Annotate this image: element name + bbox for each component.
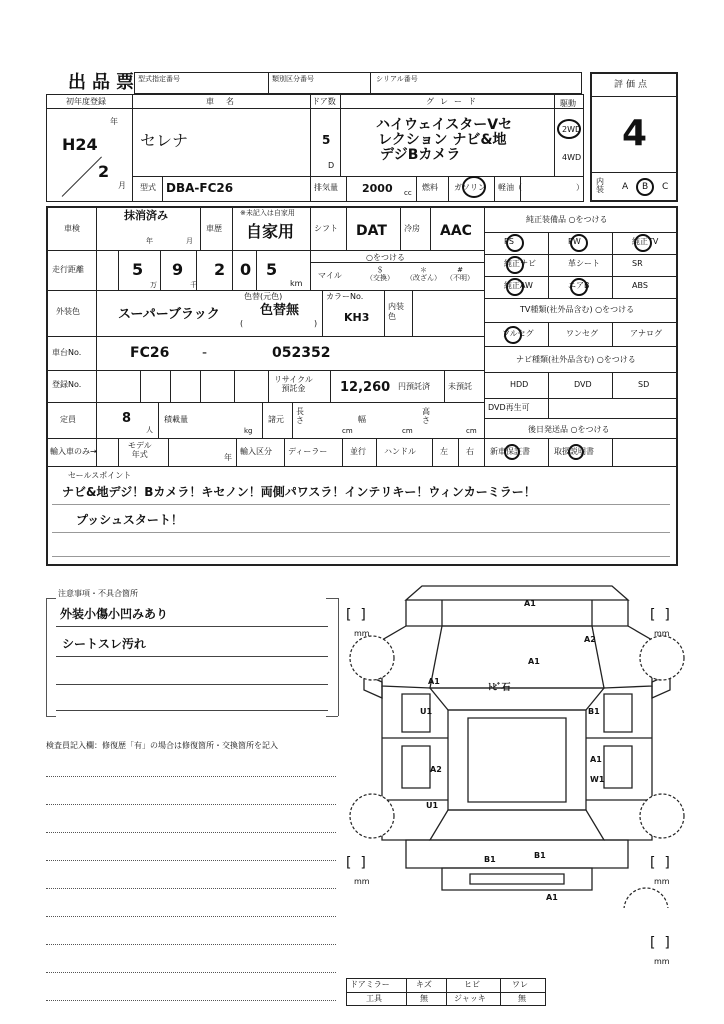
grade-line2: レクション ナビ&地: [378, 132, 507, 148]
history-value: 自家用: [246, 222, 295, 241]
equipment-item-6: 純正AW: [504, 281, 533, 290]
reg-era: H24: [62, 135, 98, 154]
recycle-unpaid: 未預託: [448, 382, 472, 391]
mileage-digit-2: 9: [172, 260, 184, 279]
reg-label: 初年度登録: [66, 97, 106, 106]
tv-title: TV種類(社外品含む) ○をつける: [520, 305, 635, 314]
damage-left-front-door: U1: [420, 707, 433, 716]
mileage-label: 走行距離: [52, 265, 84, 274]
capacity-unit: 人: [146, 426, 153, 434]
history-note: ※未記入は自家用: [240, 209, 295, 217]
equipment-item-7-circle: [570, 278, 588, 296]
score-value: 4: [622, 113, 648, 154]
later-title: 後日発送品 ○をつける: [528, 425, 610, 434]
equipment-item-2-circle: [634, 234, 652, 252]
grade-line1: ハイウェイスターVセ: [376, 117, 513, 133]
damage-front-bumper: A1: [524, 599, 536, 608]
interior-b-circle: [636, 178, 654, 196]
import-left: 左: [440, 447, 448, 456]
inspection-label: 車検: [64, 224, 80, 233]
tv-item-1: ワンセグ: [566, 329, 598, 338]
spec-width-unit: cm: [402, 427, 413, 435]
serial-label: シリアル番号: [376, 75, 418, 83]
sales-line1: ナビ&地デジ！Bカメラ！キセノン！両側パワスラ！インテリキー！ウィンカーミラー！: [62, 485, 536, 499]
drive-label: 駆動: [560, 99, 576, 108]
later-item-1-circle: [568, 444, 584, 460]
inspector-line: [46, 1000, 336, 1001]
capacity-value: 8: [122, 411, 132, 426]
fuel-diesel: 軽油（: [498, 183, 522, 192]
tire-spare-unit: mm: [654, 957, 670, 966]
tv-item-0: フルセグ: [502, 329, 534, 338]
model-label: 型式: [140, 183, 156, 192]
mileage-digit-4: 0: [240, 260, 252, 279]
equipment-item-4: 革シート: [568, 259, 600, 268]
notes-line1: 外装小傷小凹みあり: [60, 607, 169, 621]
later-item-0: 新車保証書: [490, 447, 530, 456]
interior-c: C: [662, 182, 669, 192]
spec-height: 高 さ: [422, 407, 430, 425]
mileage-digit-3: 2: [214, 260, 226, 279]
table-door-mirror: ドアミラー: [350, 980, 390, 989]
import-label: 輸入車のみ→: [50, 447, 97, 456]
inspection-value: 抹消済み: [124, 209, 168, 222]
inspection-year: 年: [146, 237, 153, 245]
inspector-line: [46, 972, 336, 973]
notes-line2: シートスレ汚れ: [62, 637, 146, 651]
interior-label: 内装: [596, 177, 604, 194]
engine-value: 2000: [362, 182, 393, 195]
reg-year-unit: 年: [110, 117, 118, 126]
sales-label: セールスポイント: [68, 471, 132, 480]
shift-label: シフト: [314, 224, 338, 233]
inspector-line: [46, 860, 336, 861]
load-label: 積載量: [164, 415, 188, 424]
tv-item-0-circle: [504, 326, 522, 344]
mileage-modified: ＊ （改ざん）: [406, 266, 441, 283]
later-item-0-circle: [504, 444, 520, 460]
damage-left-rear-door: A2: [430, 765, 442, 774]
color-no-value: KH3: [344, 311, 370, 324]
equipment-item-2: 純正TV: [632, 237, 659, 246]
spec-width: 幅: [358, 415, 366, 424]
tv-item-2: アナログ: [630, 329, 662, 338]
damage-rear-left: B1: [484, 855, 496, 864]
mileage-unknown: # （不明）: [446, 266, 474, 283]
table-tools: 工具: [366, 994, 382, 1003]
notes-label: 注意事項・不具合箇所: [58, 589, 138, 598]
doors-label: ドア数: [312, 97, 336, 106]
repaint-label: 色替(元色): [244, 292, 283, 301]
inspector-line: [46, 832, 336, 833]
recycle-paid: 円預託済: [398, 382, 430, 391]
mileage-man: 万: [150, 281, 157, 289]
table-tools-none: 無: [420, 994, 428, 1003]
navi-item-1: DVD: [574, 380, 592, 389]
table-jack: ジャッキ: [454, 994, 486, 1003]
mileage-digit-1: 5: [132, 260, 144, 279]
mileage-sen: 千: [190, 281, 197, 289]
mileage-digit-5: 5: [266, 260, 278, 279]
import-parallel: 並行: [350, 447, 366, 456]
equipment-item-7: エアB: [568, 281, 590, 290]
equipment-title: 純正装備品 ○をつける: [526, 215, 608, 224]
fuel-label: 燃料: [422, 183, 438, 192]
inspector-line: [46, 776, 336, 777]
history-label: 車歴: [206, 224, 222, 233]
chassis-dash: -: [202, 345, 208, 361]
equipment-item-1: PW: [568, 237, 581, 246]
import-handle: ハンドル: [384, 447, 416, 456]
shift-value: DAT: [356, 223, 387, 239]
import-dealer: ディーラー: [288, 447, 328, 456]
chassis-number: 052352: [272, 345, 331, 361]
equipment-item-3: 純正ナビ: [504, 259, 536, 268]
mileage-mark: ○をつける: [366, 253, 405, 262]
tire-fl-unit: mm: [354, 629, 370, 638]
model-value: DBA-FC26: [166, 181, 234, 195]
table-scratch: キズ: [416, 980, 432, 989]
category-label: 類別区分番号: [272, 75, 314, 83]
engine-unit: cc: [404, 189, 412, 197]
damage-rear-right: B1: [534, 851, 546, 860]
reg-month: 2: [98, 162, 110, 181]
damage-left-rear-fender: U1: [426, 801, 439, 810]
table-jack-none: 無: [518, 994, 526, 1003]
navi-title: ナビ種類(社外品含む) ○をつける: [516, 355, 636, 364]
car-damage-diagram: [342, 578, 702, 908]
table-break: ワレ: [512, 980, 528, 989]
navi-item-2: SD: [638, 380, 650, 389]
drive-2wd: 2WD: [562, 125, 582, 134]
interior-b: B: [642, 182, 649, 192]
fuel-gasoline: ガソリン: [454, 183, 486, 192]
mileage-km: km: [290, 279, 303, 288]
equipment-item-3-circle: [506, 256, 524, 274]
import-year: 年: [224, 453, 232, 462]
grade-line3: デジBカメラ: [380, 147, 461, 163]
recycle-label: リサイクル 預託金: [274, 375, 313, 393]
equipment-item-1-circle: [570, 234, 588, 252]
doors-sub: D: [328, 161, 335, 170]
inspector-line: [46, 944, 336, 945]
damage-right-rear-door: A1: [590, 755, 602, 764]
model-code-label: 型式指定番号: [138, 75, 180, 83]
import-model-year: モデル 年式: [128, 441, 152, 459]
repaint-value: 色替無: [260, 303, 300, 318]
inspector-label: 検査員記入欄：修復歴「有」の場合は修復箇所・交換箇所を記入: [46, 741, 278, 750]
drive-2wd-circle: [557, 119, 581, 139]
grade-label: グレード: [426, 97, 482, 106]
doors-value: 5: [322, 133, 331, 147]
fuel-circle: [462, 176, 486, 198]
inspector-line: [46, 916, 336, 917]
spec-height-unit: cm: [466, 427, 477, 435]
form-title: 出品票: [68, 72, 140, 93]
sales-line2: プッシュスタート！: [76, 513, 183, 527]
equipment-item-5: SR: [632, 259, 643, 268]
ac-label: 冷房: [404, 224, 420, 233]
exterior-label: 外装色: [56, 307, 80, 316]
chassis-prefix: FC26: [130, 345, 170, 361]
navi-dvd-play: DVD再生可: [488, 403, 530, 412]
damage-rear-bumper: A1: [546, 893, 558, 902]
inspection-month: 月: [186, 237, 193, 245]
table-crack: ヒビ: [464, 980, 480, 989]
registration-label: 登録No.: [52, 380, 82, 389]
exterior-value: スーパーブラック: [118, 307, 220, 322]
tire-rr-unit: mm: [654, 877, 670, 886]
capacity-label: 定員: [60, 415, 76, 424]
spec-length-unit: cm: [342, 427, 353, 435]
load-unit: kg: [244, 427, 253, 435]
car-name: セレナ: [140, 131, 189, 150]
damage-front-left: A1: [428, 677, 440, 686]
mileage-mile: マイル: [318, 271, 342, 280]
inspector-line: [46, 804, 336, 805]
equipment-item-8: ABS: [632, 281, 648, 290]
damage-right-rear-wave: W1: [590, 775, 605, 784]
equipment-item-6-circle: [506, 278, 524, 296]
equipment-item-0-circle: [506, 234, 524, 252]
mileage-exchange: ＄ （交換）: [366, 266, 394, 283]
drive-4wd: 4WD: [562, 153, 582, 162]
car-name-label: 車名: [206, 97, 246, 106]
damage-front-right: A2: [584, 635, 596, 644]
navi-item-0: HDD: [510, 380, 529, 389]
import-right: 右: [466, 447, 474, 456]
score-label: 評価点: [614, 80, 651, 90]
tire-fr-unit: mm: [654, 629, 670, 638]
engine-label: 排気量: [314, 183, 338, 192]
inspector-line: [46, 888, 336, 889]
header-code-row: [134, 72, 582, 94]
interior-color-label: 内装 色: [388, 302, 404, 321]
tire-rl-unit: mm: [354, 877, 370, 886]
ac-value: AAC: [440, 223, 472, 239]
interior-a: A: [622, 182, 629, 192]
damage-right-front-door: B1: [588, 707, 600, 716]
spec-label: 諸元: [268, 415, 284, 424]
recycle-value: 12,260: [340, 380, 391, 395]
color-no-label: カラーNo.: [326, 292, 364, 301]
later-item-1: 取扱説明書: [554, 447, 594, 456]
damage-stone-chip: ﾄﾋﾞ石: [488, 683, 511, 693]
damage-hood: A1: [528, 657, 540, 666]
fuel-close: ）: [576, 183, 584, 192]
import-type-label: 輸入区分: [240, 447, 272, 456]
chassis-label: 車台No.: [52, 348, 82, 357]
spec-length: 長 さ: [296, 407, 304, 425]
reg-month-unit: 月: [118, 181, 126, 190]
equipment-item-0: PS: [504, 237, 514, 246]
